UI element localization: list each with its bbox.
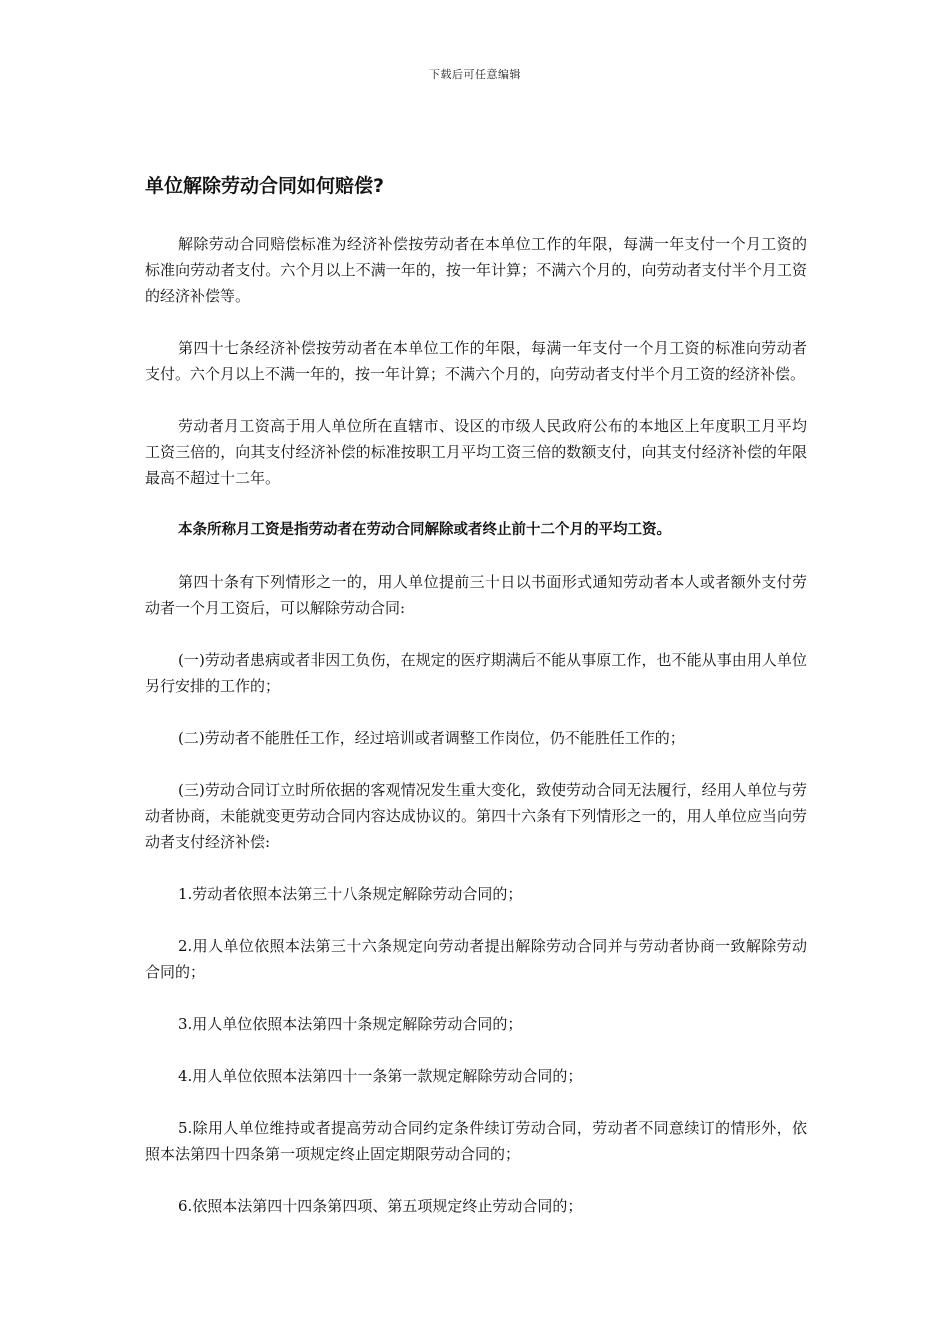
paragraph-compensation-standard: 解除劳动合同赔偿标准为经济补偿按劳动者在本单位工作的年限，每满一年支付一个月工资的标准向劳动者支付。六个月以上不满一年的，按一年计算；不满六个月的，向劳动者支付半个月工资的经济补偿等。: [145, 235, 807, 305]
paragraph-monthly-wage-definition: 本条所称月工资是指劳动者在劳动合同解除或者终止前十二个月的平均工资。: [178, 522, 671, 538]
paragraph-salary-cap: 劳动者月工资高于用人单位所在直辖市、设区的市级人民政府公布的本地区上年度职工月平均工资三倍的，向其支付经济补偿的标准按职工月平均工资三倍的数额支付，向其支付经济补偿的年限最高不超过十二年。: [145, 417, 807, 487]
paragraph-item-3: (三)劳动合同订立时所依据的客观情况发生重大变化，致使劳动合同无法履行，经用人单位与劳动者协商，未能就变更劳动合同内容达成协议的。第四十六条有下列情形之一的，用人单位应当向劳动者支付经济补偿:: [145, 781, 807, 851]
paragraph-article-40: 第四十条有下列情形之一的，用人单位提前三十日以书面形式通知劳动者本人或者额外支付劳动者一个月工资后，可以解除劳动合同:: [145, 573, 807, 617]
document-body: [145, 172, 807, 1245]
list-item-4: 4.用人单位依照本法第四十一条第一款规定解除劳动合同的；: [178, 1067, 583, 1085]
paragraph-item-1: (一)劳动者患病或者非因工负伤，在规定的医疗期满后不能从事原工作，也不能从事由用人单位另行安排的工作的；: [145, 651, 807, 695]
paragraph-article-47: 第四十七条经济补偿按劳动者在本单位工作的年限，每满一年支付一个月工资的标准向劳动者支付。六个月以上不满一年的，按一年计算；不满六个月的，向劳动者支付半个月工资的经济补偿。: [145, 339, 807, 383]
document-title: 单位解除劳动合同如何赔偿?: [145, 175, 385, 197]
header-note: 下载后可任意编辑: [429, 68, 521, 81]
list-item-1: 1.劳动者依照本法第三十八条规定解除劳动合同的；: [178, 885, 523, 903]
list-item-3: 3.用人单位依照本法第四十条规定解除劳动合同的；: [178, 1015, 523, 1033]
list-item-6: 6.依照本法第四十四条第四项、第五项规定终止劳动合同的；: [178, 1197, 583, 1215]
list-item-2: 2.用人单位依照本法第三十六条规定向劳动者提出解除劳动合同并与劳动者协商一致解除劳动合同的；: [145, 937, 807, 981]
list-item-5: 5.除用人单位维持或者提高劳动合同约定条件续订劳动合同，劳动者不同意续订的情形外，依照本法第四十四条第一项规定终止固定期限劳动合同的；: [145, 1119, 807, 1163]
paragraph-item-2: (二)劳动者不能胜任工作，经过培训或者调整工作岗位，仍不能胜任工作的；: [178, 729, 685, 747]
